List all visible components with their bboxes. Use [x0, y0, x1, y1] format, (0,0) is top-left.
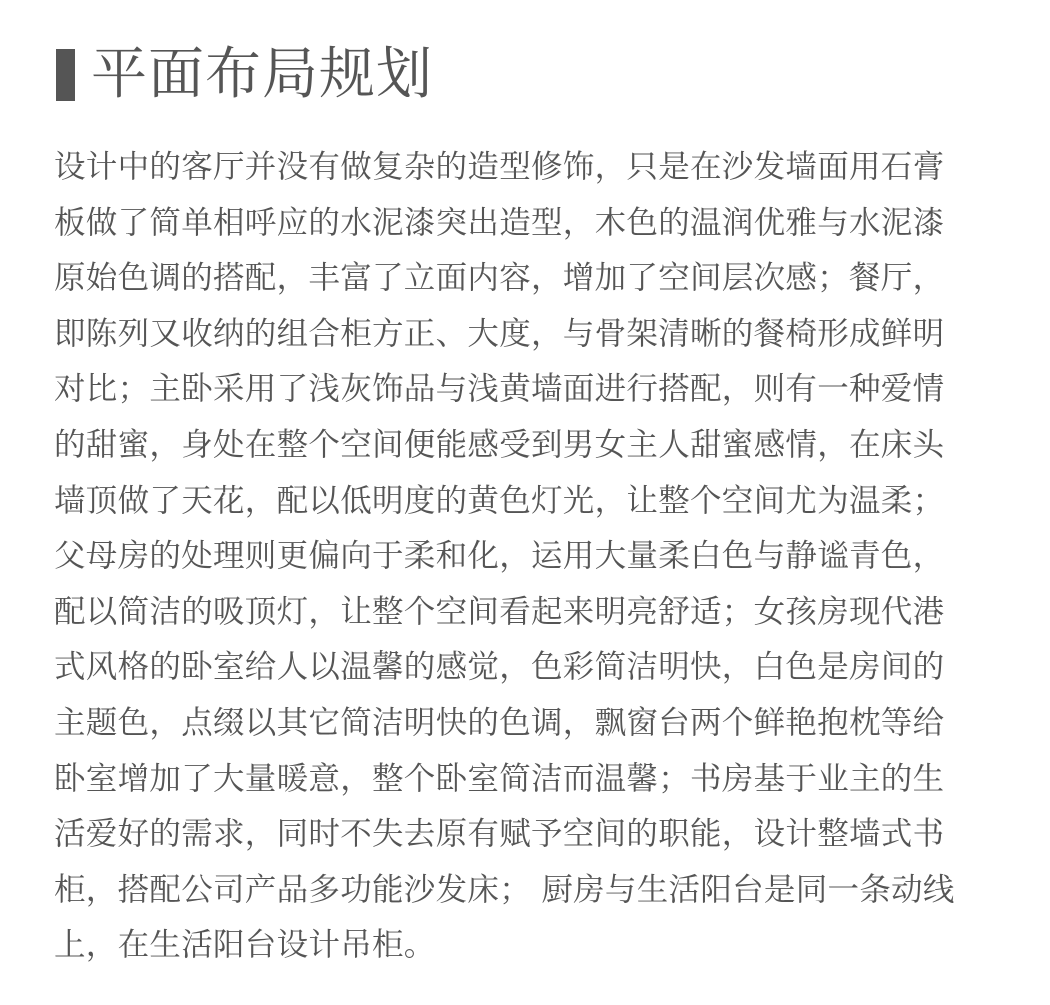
paragraph-line: 板做了简单相呼应的水泥漆突出造型，木色的温润优雅与水泥漆	[54, 204, 945, 241]
section-title: 平面布局规划	[91, 42, 433, 107]
paragraph-line: 原始色调的搭配，丰富了立面内容，增加了空间层次感；餐厅，	[54, 260, 945, 297]
paragraph-line: 柜，搭配公司产品多功能沙发床； 厨房与生活阳台是同一条动线	[54, 871, 955, 908]
paragraph-line: 主题色，点缀以其它简洁明快的色调，飘窗台两个鲜艳抱枕等给	[54, 704, 945, 741]
paragraph-line: 上，在生活阳台设计吊柜。	[54, 927, 436, 964]
body-paragraph	[54, 140, 1004, 974]
paragraph-line: 的甜蜜，身处在整个空间便能感受到男女主人甜蜜感情，在床头	[54, 426, 945, 463]
paragraph-line: 父母房的处理则更偏向于柔和化，运用大量柔白色与静谧青色，	[54, 538, 945, 575]
paragraph-line: 活爱好的需求，同时不失去原有赋予空间的职能，设计整墙式书	[54, 816, 945, 853]
paragraph-line: 卧室增加了大量暖意，整个卧室简洁而温馨；书房基于业主的生	[54, 760, 945, 797]
paragraph-line: 墙顶做了天花，配以低明度的黄色灯光，让整个空间尤为温柔；	[54, 482, 945, 519]
paragraph-line: 即陈列又收纳的组合柜方正、大度，与骨架清晰的餐椅形成鲜明	[54, 315, 945, 352]
paragraph-line: 设计中的客厅并没有做复杂的造型修饰，只是在沙发墙面用石膏	[54, 149, 945, 185]
heading-accent-bar	[56, 49, 75, 101]
paragraph-line: 配以简洁的吸顶灯，让整个空间看起来明亮舒适；女孩房现代港	[54, 593, 945, 630]
section-heading	[56, 40, 433, 110]
paragraph-line: 对比；主卧采用了浅灰饰品与浅黄墙面进行搭配，则有一种爱情	[54, 371, 945, 408]
paragraph-line: 式风格的卧室给人以温馨的感觉，色彩简洁明快，白色是房间的	[54, 649, 945, 686]
